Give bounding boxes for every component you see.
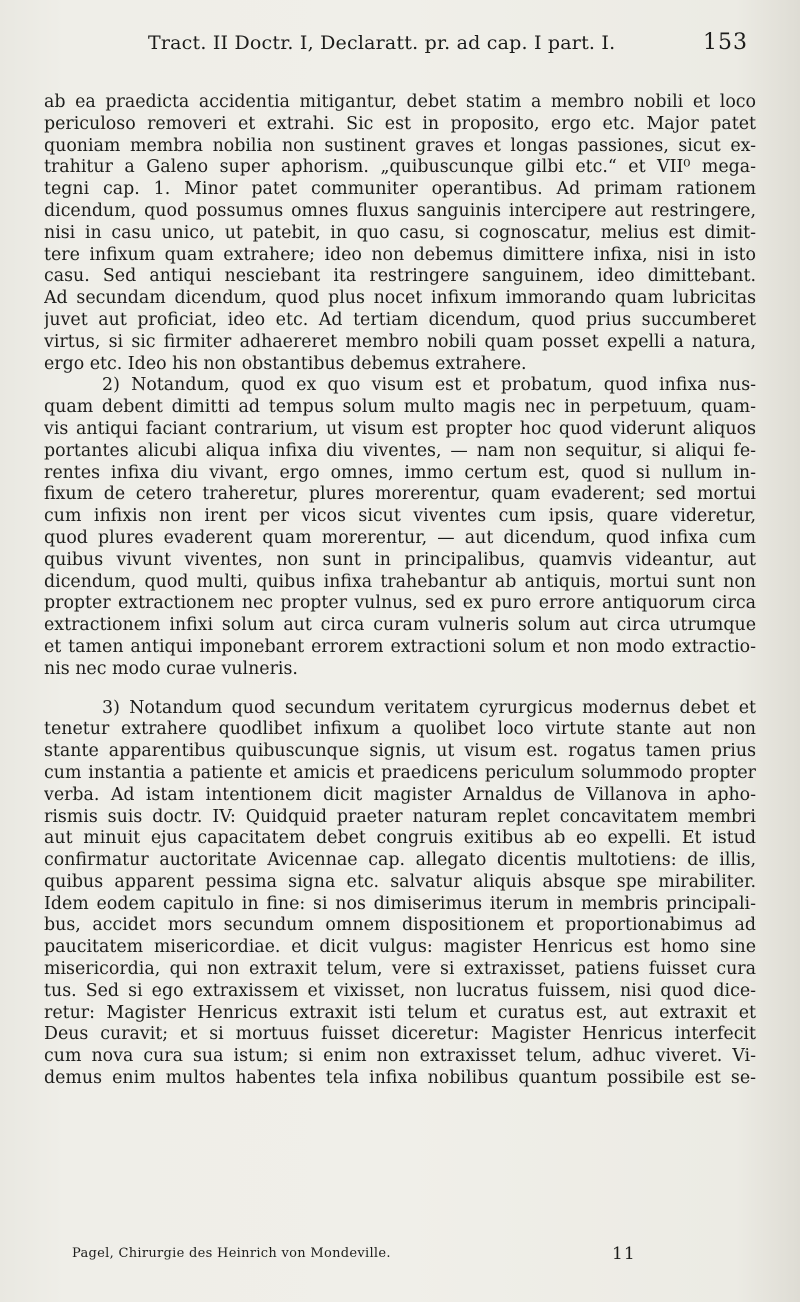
text-line: cum instantia a patiente et amicis et praedicens periculum solummodo propter — [44, 762, 756, 783]
text-line: quoniam membra nobilia non sustinent graves et longas passiones, sicut ex- — [44, 135, 756, 156]
paragraph-3 — [44, 698, 756, 1090]
text-line: paucitatem misericordiae. et dicit vulgus: magister Henricus est homo sine — [44, 937, 756, 958]
body-text — [44, 92, 756, 1090]
text-line: 3) Notandum quod secundum veritatem cyrurgicus modernus debet et — [102, 697, 756, 718]
text-line: misericordia, qui non extraxit telum, vere si extraxisset, patiens fuisset cura — [44, 959, 756, 980]
text-line: verba. Ad istam intentionem dicit magister Arnaldus de Villanova in apho- — [44, 784, 756, 805]
paragraph-gap — [44, 681, 756, 698]
text-line: Ad secundam dicendum, quod plus nocet infixum immorando quam lubricitas — [44, 288, 756, 309]
text-line: tus. Sed si ego extraxissem et vixisset, non lucratus fuissem, nisi quod dice- — [44, 980, 756, 1001]
text-line: ergo etc. Ideo his non obstantibus debemus extrahere. — [44, 353, 527, 374]
text-line: portantes alicubi aliqua infixa diu viventes, — nam non sequitur, si aliqui fe- — [44, 440, 756, 461]
paragraph-1 — [44, 92, 756, 375]
text-line: Deus curavit; et si mortuus fuisset diceretur: Magister Henricus interfecit — [44, 1024, 756, 1045]
text-line: quibus vivunt viventes, non sunt in principalibus, quamvis videantur, aut — [44, 549, 756, 570]
text-line: dicendum, quod multi, quibus infixa trahebantur ab antiquis, mortui sunt non — [44, 571, 756, 592]
footer-author-title: Pagel, Chirurgie des Heinrich von Mondeville. — [72, 1246, 391, 1261]
text-line: dicendum, quod possumus omnes fluxus sanguinis intercipere aut restringere, — [44, 200, 756, 221]
signature-mark: 11 — [612, 1244, 636, 1264]
text-line: rismis suis doctr. IV: Quidquid praeter naturam replet concavitatem membri — [44, 806, 756, 827]
text-line: propter extractionem nec propter vulnus, sed ex puro errore antiquorum circa — [44, 593, 756, 614]
text-line: stante apparentibus quibuscunque signis, ut visum est. rogatus tamen prius — [44, 741, 756, 762]
text-line: vis antiqui faciant contrarium, ut visum est propter hoc quod viderunt aliquos — [44, 418, 756, 439]
text-line: tere infixum quam extrahere; ideo non debemus dimittere infixa, nisi in isto — [44, 244, 756, 265]
text-line: tenetur extrahere quodlibet infixum a quolibet loco virtute stante aut non — [44, 719, 756, 740]
text-line: quibus apparent pessima signa etc. salvatur aliquis absque spe mirabiliter. — [44, 871, 756, 892]
text-line: quam debent dimitti ad tempus solum multo magis nec in perpetuum, quam- — [44, 397, 756, 418]
text-line: extractionem infixi solum aut circa curam vulneris solum aut circa utrumque — [44, 615, 756, 636]
page-number: 153 — [703, 30, 748, 55]
text-line: demus enim multos habentes tela infixa nobilibus quantum possibile est se- — [44, 1068, 756, 1089]
text-line: rentes infixa diu vivant, ergo omnes, immo certum est, quod si nullum in- — [44, 462, 756, 483]
text-line: fixum de cetero traheretur, plures morerentur, quam evaderent; sed mortui — [44, 484, 756, 505]
text-line: quod plures evaderent quam morerentur, — aut dicendum, quod infixa cum — [44, 527, 756, 548]
text-line: et tamen antiqui imponebant errorem extractioni solum et non modo extractio- — [44, 636, 756, 657]
text-line: cum infixis non irent per vicos sicut viventes cum ipsis, quare videretur, — [44, 506, 756, 527]
page-header — [0, 32, 800, 66]
text-line: ab ea praedicta accidentia mitigantur, debet statim a membro nobili et loco — [44, 92, 756, 112]
text-line: virtus, si sic firmiter adhaereret membro nobili quam posset expelli a natura, — [44, 331, 756, 352]
text-line: cum nova cura sua istum; si enim non extraxisset telum, adhuc viveret. Vi- — [44, 1046, 756, 1067]
text-line: bus, accidet mors secundum omnem dispositionem et proportionabimus ad — [44, 915, 756, 936]
text-line: tegni cap. 1. Minor patet communiter operantibus. Ad primam rationem — [44, 179, 756, 200]
text-line: confirmatur auctoritate Avicennae cap. allegato dicentis multotiens: de illis, — [44, 850, 756, 871]
text-line: 2) Notandum, quod ex quo visum est et probatum, quod infixa nus- — [102, 375, 756, 396]
text-line: casu. Sed antiqui nesciebant ita restringere sanguinem, ideo dimittebant. — [44, 266, 756, 287]
text-line: nisi in casu unico, ut patebit, in quo casu, si cognoscatur, melius est dimit- — [44, 222, 756, 243]
text-line: aut minuit ejus capacitatem debet congruis exitibus ab eo expelli. Et istud — [44, 828, 756, 849]
text-line: juvet aut proficiat, ideo etc. Ad tertiam dicendum, quod prius succumberet — [44, 309, 756, 330]
running-head: Tract. II Doctr. I, Declaratt. pr. ad cap. I part. I. — [148, 32, 616, 54]
text-line: periculoso removeri et extrahi. Sic est in proposito, ergo etc. Major patet — [44, 113, 756, 134]
text-line: retur: Magister Henricus extraxit isti telum et curatus est, aut extraxit et — [44, 1002, 756, 1023]
text-line: trahitur a Galeno super aphorism. „quibuscunque gilbi etc.“ et VII⁰ mega- — [44, 157, 756, 178]
paragraph-2 — [44, 375, 756, 680]
text-line: nis nec modo curae vulneris. — [44, 658, 298, 679]
page-footer — [72, 1246, 692, 1270]
text-line: Idem eodem capitulo in fine: si nos dimiserimus iterum in membris principali- — [44, 893, 756, 914]
